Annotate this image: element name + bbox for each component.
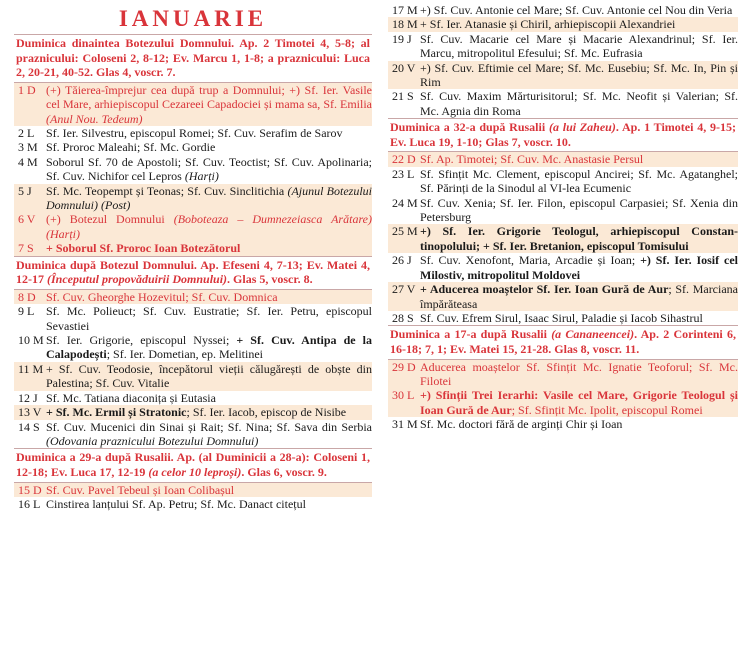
entry-text: Sf. Cuv. Xenia; Sf. Ier. Filon, episcopul Carpasiei; Sf. Xenia din Petersburg [420,195,738,225]
entry-text: Sf. Mc. Tatiana diaconița și Eutasia [46,390,216,405]
calendar-entry [388,167,738,196]
entry-text: +) Sf. Ier. Grigorie Teologul, arhiepiscopul Constantinopolului; + Sf. Ier. Bretanion, episcopul Tomisului [420,224,738,253]
day-label: 11 M [18,361,44,376]
calendar-entry [14,405,372,419]
day-label: 20 V [392,60,416,75]
calendar-entry [14,483,372,497]
calendar-entry [388,253,738,282]
day-label: 5 J [18,183,32,198]
calendar-entry [14,241,372,255]
day-label: 12 J [18,390,38,405]
entry-text: Sf. Cuv. Xenofont, Maria, Arcadie și Ioan; +) Sf. Ier. Iosif cel Milostiv, mitropolitul Moldovei [420,253,738,282]
day-label: 3 M [18,140,38,155]
calendar-entry [14,140,372,154]
calendar-entry [388,417,738,431]
day-label: 24 M [392,195,418,210]
calendar-entry [388,17,738,31]
day-label: 26 J [392,253,412,268]
calendar-entry [388,32,738,61]
calendar-entry [388,152,738,166]
entry-text: Sf. Ier. Silvestru, episcopul Romei; Sf. Cuv. Serafim de Sarov [46,126,343,140]
entry-text: + Aducerea moaștelor Sf. Ier. Ioan Gură de Aur; Sf. Marciana împărăteasa [420,282,738,311]
calendar-entry [388,360,738,389]
day-label: 6 V [18,212,36,227]
sunday-heading: Duminica a 17-a după Rusalii (a Cananeencei). Ap. 2 Corinteni 6, 16-18; 7, 1; Ev. Matei 15, 21-28. Glas 8, voscr. 11. [390,327,736,356]
entry-text: + Sf. Mc. Ermil și Stratonic; Sf. Ier. Iacob, episcop de Nisibe [46,405,347,420]
entry-text: Sf. Cuv. Maxim Mărturisitorul; Sf. Mc. Neofit și Valerian; Sf. Mc. Agnia din Roma [420,89,738,118]
day-label: 2 L [18,126,35,140]
calendar-entry [388,224,738,253]
day-label: 14 S [18,419,40,434]
day-label: 22 D [392,152,416,167]
entry-text: Sf. Proroc Maleahi; Sf. Mc. Gordie [46,140,216,155]
sunday-heading: Duminica dinaintea Botezului Domnului. Ap. 2 Timotei 4, 5-8; al praznicului: Coloseni 2, 8-12; Ev. Marcu 1, 1-8; a praznicului: Luca 2, 20-21, 40-52. Glas 4, voscr. 7. [16,36,370,80]
day-label: 16 L [18,496,41,511]
entry-text: Sf. Ier. Grigorie, episcopul Nyssei; + Sf. Cuv. Antipa de la Calapodești; Sf. Ier. Dometian, ep. Melitinei [46,333,373,362]
calendar-entry [388,282,738,311]
entry-text: +) Sf. Cuv. Antonie cel Mare; Sf. Cuv. Antonie cel Nou din Veria [420,3,733,17]
calendar-entry [14,391,372,405]
calendar-entry [388,196,738,225]
day-label: 19 J [392,31,412,46]
calendar-entry [388,61,738,90]
sunday-heading: Duminica după Botezul Domnului. Ap. Efeseni 4, 7-13; Ev. Matei 4, 12-17 (Începutul propovăduirii Domnului). Glas 5, voscr. 8. [16,257,370,287]
calendar-entry [388,311,738,325]
calendar-entry [14,212,372,241]
entry-text: (+) Botezul Domnului (Boboteaza – Dumnezeiasca Arătare) (Harți) [46,212,372,241]
entry-text: Sf. Cuv. Gheorghe Hozevitul; Sf. Cuv. Domnica [46,289,278,304]
day-label: 27 V [392,282,416,297]
entry-text: +) Sf. Cuv. Eftimie cel Mare; Sf. Mc. Eusebiu; Sf. Mc. In, Pin și Rim [420,60,738,90]
day-label: 29 D [392,359,416,374]
day-label: 7 S [18,241,34,256]
day-label: 4 M [18,154,38,169]
day-label: 15 D [18,482,42,497]
calendar-entry [14,155,372,184]
month-title: IANUARIE [118,6,268,31]
entry-text: Sf. Cuv. Efrem Sirul, Isaac Sirul, Paladie și Iacob Sihastrul [420,310,703,325]
right-column [388,0,738,432]
calendar-entry [14,83,372,126]
calendar-entry [14,497,372,511]
entry-text: + Sf. Cuv. Teodosie, începătorul vieții călugărești de obște din Palestina; Sf. Cuv. Vitalie [46,361,372,391]
calendar-entry [14,290,372,304]
entry-text: Sf. Cuv. Macarie cel Mare și Macarie Alexandrinul; Sf. Ier. Marcu, mitropolitul Efesului; Sf. Mc. Eufrasia [420,31,738,61]
entry-text: Sf. Mc. doctori fără de arginți Chir și Ioan [420,417,623,432]
entry-text: Sf. Mc. Polieuct; Sf. Cuv. Eustratie; Sf. Ier. Petru, episcopul Sevastiei [46,304,372,333]
left-column [14,0,372,511]
left-entries [14,34,372,511]
day-label: 17 M [392,3,418,17]
day-label: 28 S [392,310,414,325]
calendar-entry [14,420,372,449]
day-label: 23 L [392,166,415,181]
day-label: 18 M [392,17,418,32]
entry-text: Sf. Sfințit Mc. Clement, episcopul Ancirei; Sf. Mc. Agatanghel; Sf. Părinți de la Sinodul al VI-lea Ecumenic [420,166,738,196]
right-entries [388,3,738,432]
day-label: 1 D [18,82,36,97]
calendar-entry [14,362,372,391]
entry-text: Sf. Cuv. Mucenici din Sinai și Rait; Sf. Nina; Sf. Sava din Serbia (Odovania praznicului Botezului Domnului) [46,419,372,448]
day-label: 30 L [392,388,415,403]
day-label: 10 M [18,333,44,348]
calendar-entry [388,388,738,417]
entry-text: Cinstirea lanțului Sf. Ap. Petru; Sf. Mc. Danact citețul [46,496,306,511]
entry-text: + Sf. Ier. Atanasie și Chiril, arhiepiscopii Alexandriei [420,17,676,32]
day-label: 25 M [392,224,418,239]
sunday-heading: Duminica a 32-a după Rusalii (a lui Zaheu). Ap. 1 Timotei 4, 9-15; Ev. Luca 19, 1-10; Glas 7, voscr. 10. [390,120,736,149]
sunday-heading: Duminica a 29-a după Rusalii. Ap. (al Duminicii a 28-a): Coloseni 1, 12-18; Ev. Luca 17, 12-19 (a celor 10 leproși). Glas 6, voscr. 9. [16,450,370,479]
calendar-entry [388,89,738,118]
entry-text: Soborul Sf. 70 de Apostoli; Sf. Cuv. Teoctist; Sf. Cuv. Apolinaria; Sf. Cuv. Nichifor cel Lepros (Harți) [46,154,372,184]
day-label: 31 M [392,417,418,432]
entry-text: Sf. Cuv. Pavel Tebeul și Ioan Colibașul [46,482,235,497]
calendar-entry [14,126,372,140]
day-label: 13 V [18,405,42,420]
day-label: 9 L [18,304,35,319]
entry-text: +) Sfinții Trei Ierarhi: Vasile cel Mare, Grigorie Teologul și Ioan Gură de Aur; Sf. Sfințit Mc. Ipolit, episcopul Romei [420,388,738,417]
calendar-entry [14,184,372,213]
entry-text: (+) Tăierea-împrejur cea după trup a Domnului; +) Sf. Ier. Vasile cel Mare, arhiepiscopul Cezareei Capadociei și mama sa, Sf. Emilia (Anul Nou. Tedeum) [46,82,372,126]
entry-text: Sf. Ap. Timotei; Sf. Cuv. Mc. Anastasie Persul [420,152,644,167]
calendar-entry [14,304,372,333]
day-label: 21 S [392,89,414,104]
entry-text: Sf. Mc. Teopempt și Teonas; Sf. Cuv. Sinclitichia (Ajunul Botezului Domnului) (Post) [46,183,373,213]
calendar-entry [388,3,738,17]
entry-text: + Soborul Sf. Proroc Ioan Botezătorul [46,241,241,256]
day-label: 8 D [18,289,36,304]
calendar-entry [14,333,372,362]
entry-text: Aducerea moaștelor Sf. Sfințit Mc. Ignatie Teoforul; Sf. Mc. Filotei [420,359,738,388]
